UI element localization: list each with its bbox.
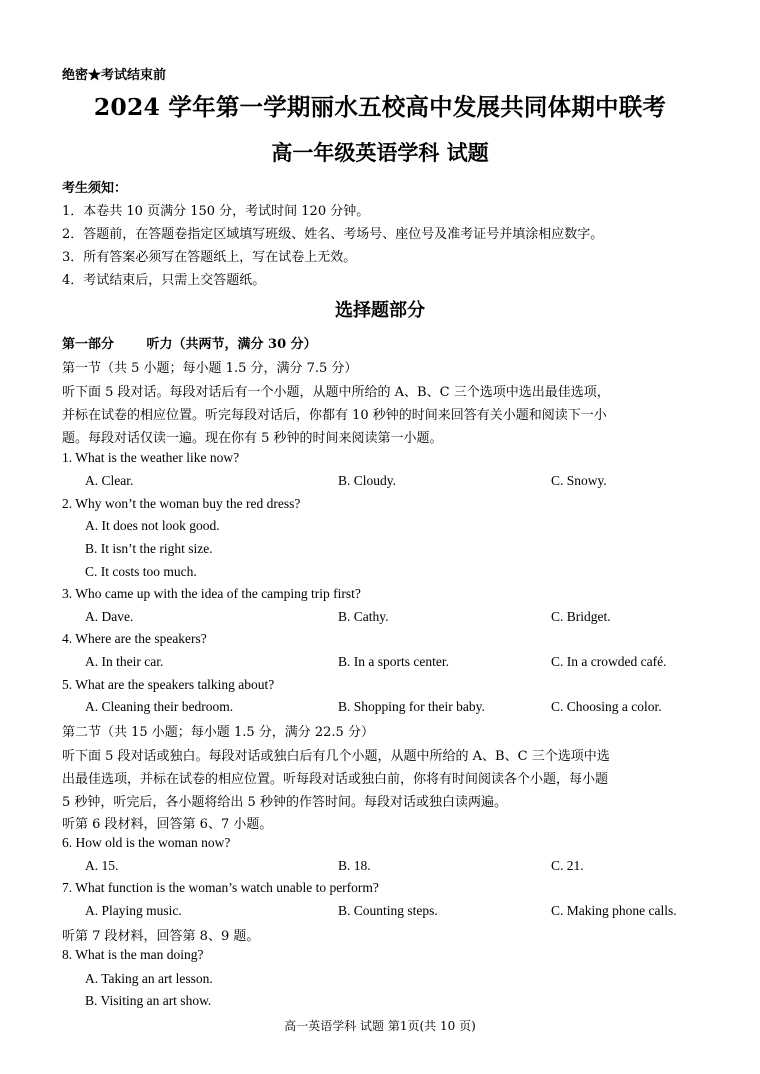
question-4-option-a: A. In their car. [85, 654, 164, 669]
part-title: 听力（共两节，满分 30 分） [146, 337, 317, 352]
question-5-option-a: A. Cleaning their bedroom. [85, 699, 234, 714]
question-2-option-a: A. It does not look good. [85, 518, 220, 533]
page-footer: 高一英语学科 试题 第1页(共 10 页) [284, 1019, 476, 1033]
section2-title: 第二节（共 15 小题；每小题 1.5 分，满分 22.5 分） [62, 725, 374, 740]
notice-item: 2．答题前，在答题卷指定区域填写班级、姓名、考场号、座位号及准考证号并填涂相应数字。 [62, 227, 604, 242]
question-5: 5. What are the speakers talking about? [62, 677, 275, 692]
confidential-mark: 绝密★考试结束前 [62, 68, 167, 83]
section2-instruction: 5 秒钟，听完后，各小题将给出 5 秒钟的作答时间。每段对话或独白读两遍。 [62, 795, 507, 810]
question-4-option-b: B. In a sports center. [338, 654, 449, 669]
question-3-option-c: C. Bridget. [551, 609, 611, 624]
question-1-option-c: C. Snowy. [551, 473, 607, 488]
question-1-option-a: A. Clear. [85, 473, 134, 488]
question-7-option-a: A. Playing music. [85, 903, 182, 918]
question-2: 2. Why won’t the woman buy the red dress? [62, 496, 301, 511]
section1-title: 第一节（共 5 小题；每小题 1.5 分，满分 7.5 分） [62, 361, 358, 376]
notice-heading: 考生须知： [62, 181, 128, 196]
question-3-option-a: A. Dave. [85, 609, 134, 624]
question-1-option-b: B. Cloudy. [338, 473, 397, 488]
section2-instruction: 听下面 5 段对话或独白。每段对话或独白后有几个小题，从题中所给的 A、B、C 三个选项中选 [62, 749, 610, 764]
question-7-option-c: C. Making phone calls. [551, 903, 677, 918]
question-7: 7. What function is the woman’s watch unable to perform? [62, 880, 379, 895]
question-2-option-c: C. It costs too much. [85, 564, 197, 579]
part-label: 第一部分 [62, 337, 115, 352]
section-title: 选择题部分 [335, 300, 425, 321]
question-8: 8. What is the man doing? [62, 947, 204, 962]
section1-instruction: 题。每段对话仅读一遍。现在你有 5 秒钟的时间来阅读第一小题。 [62, 431, 443, 446]
question-6-option-c: C. 21. [551, 858, 584, 873]
question-8-option-a: A. Taking an art lesson. [85, 971, 213, 986]
question-5-option-b: B. Shopping for their baby. [338, 699, 485, 714]
question-7-option-b: B. Counting steps. [338, 903, 438, 918]
listen-material-7: 听第 7 段材料，回答第 8、9 题。 [62, 929, 260, 944]
question-5-option-c: C. Choosing a color. [551, 699, 662, 714]
section1-instruction: 并标在试卷的相应位置。听完每段对话后，你都有 10 秒钟的时间来回答有关小题和阅读下一小 [62, 408, 607, 423]
question-3: 3. Who came up with the idea of the camping trip first? [62, 586, 361, 601]
section2-instruction: 出最佳选项，并标在试卷的相应位置。听每段对话或独白前，你将有时间阅读各个小题，每小题 [62, 772, 609, 787]
question-4-option-c: C. In a crowded café. [551, 654, 667, 669]
question-2-option-b: B. It isn’t the right size. [85, 541, 213, 556]
exam-title: 2024 学年第一学期丽水五校高中发展共同体期中联考 [93, 93, 667, 121]
notice-item: 3．所有答案必须写在答题纸上，写在试卷上无效。 [62, 250, 357, 265]
section1-instruction: 听下面 5 段对话。每段对话后有一个小题，从题中所给的 A、B、C 三个选项中选出最佳选项， [62, 385, 610, 400]
listen-material-6: 听第 6 段材料，回答第 6、7 小题。 [62, 817, 273, 832]
question-3-option-b: B. Cathy. [338, 609, 389, 624]
question-6: 6. How old is the woman now? [62, 835, 231, 850]
question-1: 1. What is the weather like now? [62, 450, 240, 465]
part-heading [62, 333, 317, 352]
notice-item: 1．本卷共 10 页满分 150 分，考试时间 120 分钟。 [62, 204, 370, 219]
question-8-option-b: B. Visiting an art show. [85, 993, 212, 1008]
notice-item: 4．考试结束后，只需上交答题纸。 [62, 273, 266, 288]
question-4: 4. Where are the speakers? [62, 631, 207, 646]
exam-subtitle: 高一年级英语学科 试题 [271, 140, 489, 165]
question-6-option-b: B. 18. [338, 858, 371, 873]
question-6-option-a: A. 15. [85, 858, 119, 873]
